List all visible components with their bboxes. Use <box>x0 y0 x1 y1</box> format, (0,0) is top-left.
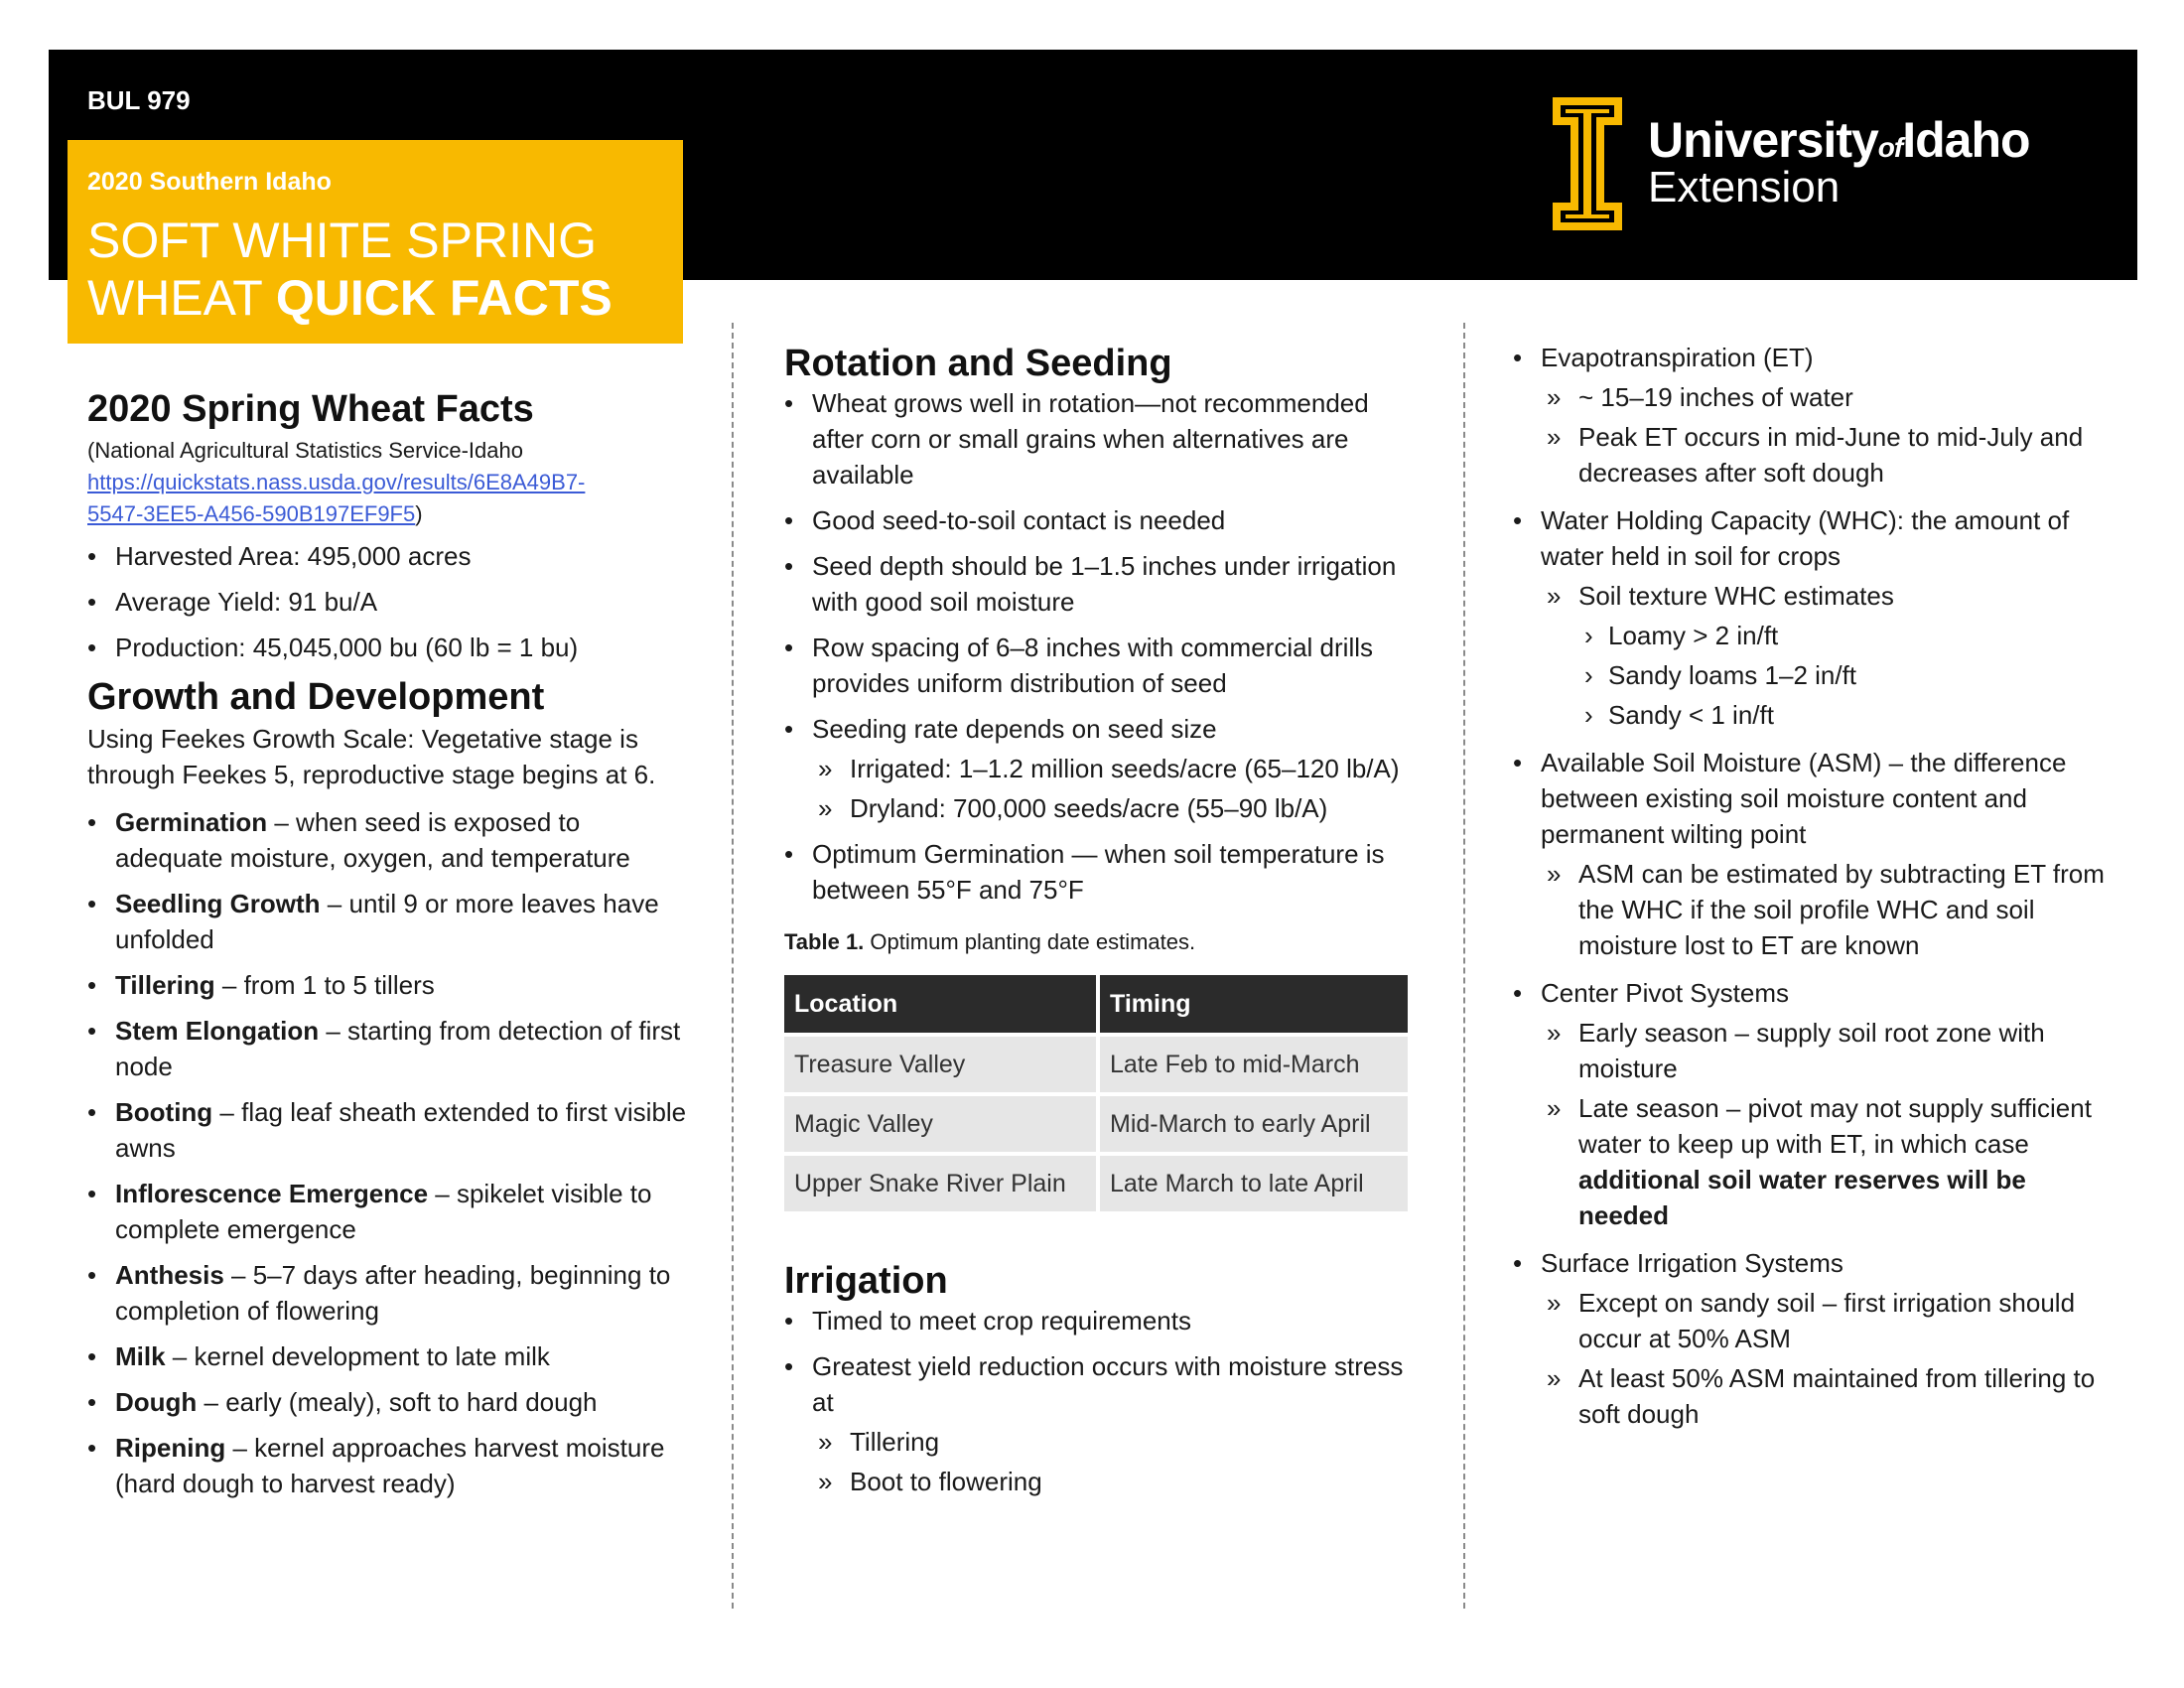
facts-source-suffix: ) <box>415 501 423 526</box>
et-subitem: » Peak ET occurs in mid-June to mid-July and decreases after soft dough <box>1513 419 2109 491</box>
facts-list <box>87 538 693 665</box>
stage-desc: – early (mealy), soft to hard dough <box>197 1387 598 1417</box>
stage-desc: – flag leaf sheath extended to first visible awns <box>115 1097 687 1163</box>
stage-term: Anthesis <box>115 1260 224 1290</box>
bulletin-number: BUL 979 <box>87 85 191 115</box>
irrigation-item: • Greatest yield reduction occurs with moisture stress at <box>784 1348 1420 1420</box>
stage-item <box>87 1338 693 1374</box>
logo-extension: Extension <box>1648 163 1841 211</box>
table-header-location: Location <box>784 975 1096 1033</box>
title-line1: SOFT WHITE SPRING <box>87 212 597 268</box>
stage-desc: – kernel development to late milk <box>165 1341 550 1371</box>
idaho-i-logo-icon <box>1553 97 1622 230</box>
table-cell: Late March to late April <box>1100 1156 1408 1211</box>
rotation-item: • Wheat grows well in rotation—not recommended after corn or small grains when alternatives are available <box>784 385 1420 492</box>
seeding-rate-irrigated: » Irrigated: 1–1.2 million seeds/acre (65–120 lb/A) <box>784 751 1420 786</box>
stage-term: Booting <box>115 1097 213 1127</box>
whc-item: • Water Holding Capacity (WHC): the amount of water held in soil for crops <box>1513 502 2109 574</box>
stage-desc: – starting from detection of first node <box>115 1016 681 1081</box>
table-cell: Late Feb to mid-March <box>1100 1037 1408 1092</box>
asm-item: • Available Soil Moisture (ASM) – the difference between existing soil moisture content and permanent wilting point <box>1513 745 2109 852</box>
table-cell: Mid-March to early April <box>1100 1096 1408 1152</box>
growth-stages-list <box>87 804 693 1501</box>
rotation-item: • Optimum Germination — when soil temperature is between 55°F and 75°F <box>784 836 1420 908</box>
table-cell: Upper Snake River Plain <box>784 1156 1096 1211</box>
stage-item <box>87 1430 693 1501</box>
surface-irrigation-subitem: » At least 50% ASM maintained from tillering to soft dough <box>1513 1360 2109 1432</box>
stage-term: Germination <box>115 807 268 837</box>
irrigation-item: • Timed to meet crop requirements <box>784 1303 1420 1338</box>
whc-texture: › Sandy < 1 in/ft <box>1513 697 2109 733</box>
et-subitem: » ~ 15–19 inches of water <box>1513 379 2109 415</box>
table-cell: Magic Valley <box>784 1096 1096 1152</box>
fact-production: • Production: 45,045,000 bu (60 lb = 1 bu) <box>87 630 693 665</box>
rotation-item: • Row spacing of 6–8 inches with commercial drills provides uniform distribution of seed <box>784 630 1420 701</box>
center-pivot-subitem <box>1513 1090 2109 1233</box>
quickstats-link-line1[interactable]: https://quickstats.nass.usda.gov/results/6E8A49B7- <box>87 470 586 494</box>
table-row <box>784 1037 1408 1092</box>
stage-term: Dough <box>115 1387 198 1417</box>
table-row <box>784 1156 1408 1211</box>
title-kicker: 2020 Southern Idaho <box>87 168 332 196</box>
column-3 <box>1513 340 2109 1436</box>
irrigation-heading: Irrigation <box>784 1260 948 1302</box>
column-divider-1 <box>732 323 734 1609</box>
whc-texture: › Sandy loams 1–2 in/ft <box>1513 657 2109 693</box>
stage-desc: – until 9 or more leaves have unfolded <box>115 889 659 954</box>
asm-subitem: » ASM can be estimated by subtracting ET from the WHC if the soil profile WHC and soil moisture lost to ET are known <box>1513 856 2109 963</box>
center-pivot-subitem: » Early season – supply soil root zone with moisture <box>1513 1015 2109 1086</box>
table-cell: Treasure Valley <box>784 1037 1096 1092</box>
irrigation-list <box>784 1303 1420 1499</box>
planting-date-table <box>780 971 1412 1215</box>
whc-subitem: » Soil texture WHC estimates <box>1513 578 2109 614</box>
university-logo <box>1553 97 2049 236</box>
quickstats-link[interactable] <box>87 470 585 526</box>
stage-item <box>87 967 693 1003</box>
center-pivot-late-text: Late season – pivot may not supply sufficient water to keep up with ET, in which case <box>1578 1093 2092 1159</box>
rotation-item: • Seeding rate depends on seed size <box>784 711 1420 747</box>
growth-intro: Using Feekes Growth Scale: Vegetative stage is through Feekes 5, reproductive stage begins at 6. <box>87 724 656 789</box>
table-header-timing: Timing <box>1100 975 1408 1033</box>
table-caption-text: Optimum planting date estimates. <box>864 929 1196 954</box>
title-line2-plain: WHEAT <box>87 270 276 326</box>
facts-heading: 2020 Spring Wheat Facts <box>87 388 534 430</box>
facts-source-prefix: (National Agricultural Statistics Service-Idaho <box>87 438 523 463</box>
column-2 <box>784 342 1420 1503</box>
fact-harvested-area: • Harvested Area: 495,000 acres <box>87 538 693 574</box>
stage-desc: – when seed is exposed to adequate moisture, oxygen, and temperature <box>115 807 630 873</box>
surface-irrigation-item: • Surface Irrigation Systems <box>1513 1245 2109 1281</box>
rotation-item: • Good seed-to-soil contact is needed <box>784 502 1420 538</box>
stress-stage-tillering: » Tillering <box>784 1424 1420 1460</box>
stage-item <box>87 804 693 876</box>
stage-term: Ripening <box>115 1433 226 1463</box>
table-row <box>784 1096 1408 1152</box>
title-line2-bold: QUICK FACTS <box>275 270 613 326</box>
table-caption <box>784 929 1420 955</box>
growth-heading: Growth and Development <box>87 676 545 718</box>
stage-term: Tillering <box>115 970 215 1000</box>
table-header-row <box>784 975 1408 1033</box>
stage-term: Milk <box>115 1341 166 1371</box>
rotation-item: • Seed depth should be 1–1.5 inches under irrigation with good soil moisture <box>784 548 1420 620</box>
logo-university: University <box>1648 112 1878 168</box>
table-caption-label: Table 1. <box>784 929 865 954</box>
stage-term: Seedling Growth <box>115 889 321 918</box>
stage-item <box>87 886 693 957</box>
title-line2 <box>87 269 613 327</box>
logo-university-name <box>1648 111 2030 169</box>
stage-item <box>87 1384 693 1420</box>
rotation-heading: Rotation and Seeding <box>784 343 1172 384</box>
facts-source <box>87 435 693 530</box>
stage-term: Inflorescence Emergence <box>115 1179 429 1208</box>
stage-item <box>87 1013 693 1084</box>
page-title <box>87 211 613 327</box>
column-divider-2 <box>1463 323 1465 1609</box>
seeding-rate-dryland: » Dryland: 700,000 seeds/acre (55–90 lb/A) <box>784 790 1420 826</box>
water-list <box>1513 340 2109 1432</box>
logo-idaho: Idaho <box>1902 112 2030 168</box>
stage-desc: – kernel approaches harvest moisture (hard dough to harvest ready) <box>115 1433 665 1498</box>
stage-desc: – from 1 to 5 tillers <box>214 970 435 1000</box>
fact-average-yield: • Average Yield: 91 bu/A <box>87 584 693 620</box>
quickstats-link-line2[interactable]: 5547-3EE5-A456-590B197EF9F5 <box>87 501 416 526</box>
title-box <box>68 140 683 344</box>
stage-desc: – 5–7 days after heading, beginning to completion of flowering <box>115 1260 671 1326</box>
et-item: • Evapotranspiration (ET) <box>1513 340 2109 375</box>
center-pivot-late-bold: additional soil water reserves will be needed <box>1578 1165 2026 1230</box>
stage-term: Stem Elongation <box>115 1016 320 1046</box>
stage-item <box>87 1094 693 1166</box>
center-pivot-item: • Center Pivot Systems <box>1513 975 2109 1011</box>
surface-irrigation-subitem: » Except on sandy soil – first irrigation should occur at 50% ASM <box>1513 1285 2109 1356</box>
whc-texture: › Loamy > 2 in/ft <box>1513 618 2109 653</box>
column-1 <box>87 387 693 1511</box>
stage-item <box>87 1176 693 1247</box>
stage-desc: – spikelet visible to complete emergence <box>115 1179 652 1244</box>
logo-of: of <box>1877 132 1903 163</box>
rotation-list <box>784 385 1420 908</box>
stress-stage-boot: » Boot to flowering <box>784 1464 1420 1499</box>
stage-item <box>87 1257 693 1329</box>
